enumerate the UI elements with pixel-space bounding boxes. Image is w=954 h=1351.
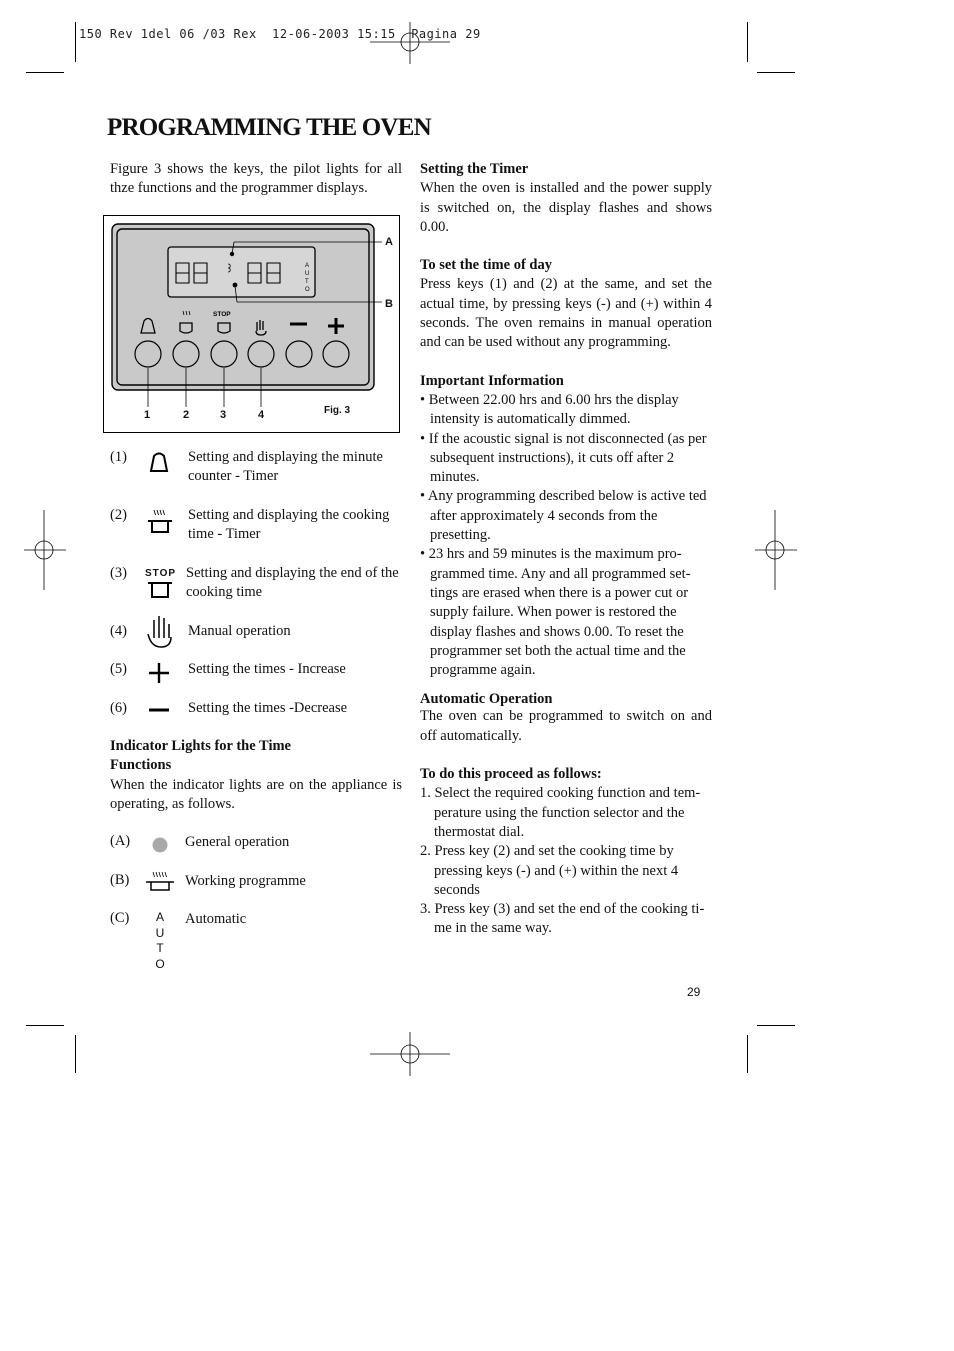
step-item: 3. Press key (3) and set the end of the cooking ti-me in the same way. (420, 901, 705, 937)
indicator-number: (A) (110, 833, 131, 849)
crop-mark (747, 22, 748, 62)
info-bullet: • Between 22.00 hrs and 6.00 hrs the display intensity is automatically dimmed. (420, 391, 679, 428)
figure-3 (103, 215, 400, 433)
key-number-4: 4 (258, 409, 265, 421)
step-item: 1. Select the required cooking function and tem-perature using the function selector and the thermostat dial. (420, 785, 701, 840)
control-panel-diagram (104, 216, 399, 432)
legend-number: (4) (110, 623, 127, 639)
crop-mark (747, 1035, 748, 1073)
svg-text:U: U (305, 271, 310, 277)
step-item: 2. Press key (2) and set the cooking time by pressing keys (-) and (+) within the next 4 seconds (420, 843, 679, 898)
svg-text:STOP: STOP (213, 311, 231, 318)
page-number: 29 (687, 985, 701, 999)
svg-text:T: T (305, 279, 309, 285)
legend-text: Setting and displaying the cooking time - Timer (188, 507, 390, 543)
crop-mark (757, 72, 795, 73)
proceed-heading: To do this proceed as follows: (420, 766, 602, 783)
registration-mark-bottom (370, 1032, 450, 1076)
figure-caption: Fig. 3 (324, 405, 351, 416)
legend-text: Manual operation (188, 623, 291, 639)
stop-pot-icon (145, 580, 175, 602)
indicator-heading-line1: Indicator Lights for the Time (110, 738, 291, 754)
print-header: 150 Rev 1del 06 /03 Rex 12-06-2003 15:15 Pagina 29 (79, 27, 481, 41)
crop-mark (75, 22, 76, 62)
pot-steam-icon (145, 506, 175, 538)
indicator-number: (B) (110, 872, 130, 888)
auto-text: The oven can be programmed to switch on and off automatically. (420, 708, 712, 744)
crop-mark (757, 1025, 795, 1026)
timer-text: When the oven is installed and the power supply is switched on, the display flashes and shows 0.00. (420, 180, 712, 235)
legend-number: (1) (110, 449, 127, 465)
legend-text: Setting and displaying the minute counter - Timer (188, 449, 383, 485)
crop-mark (26, 72, 64, 73)
legend-number: (6) (110, 700, 127, 716)
legend-text: Setting and displaying the end of the cooking time (186, 565, 399, 601)
indicator-number: (C) (110, 910, 130, 926)
intro-paragraph: Figure 3 shows the keys, the pilot lights for all thze functions and the programmer displays. (110, 161, 402, 197)
bell-icon (146, 450, 172, 476)
page-title: PROGRAMMING THE OVEN (107, 114, 431, 141)
plus-icon (148, 662, 170, 684)
indicator-text-label: Working programme (185, 873, 306, 889)
hand-icon (144, 612, 176, 650)
indicator-text-label: Automatic (185, 911, 247, 927)
legend-number: (5) (110, 661, 127, 677)
registration-mark-left (24, 510, 66, 590)
crop-mark (75, 1035, 76, 1073)
key-number-3: 3 (220, 409, 227, 421)
indicator-text-label: General operation (185, 834, 290, 850)
legend-text: Setting the times - Increase (188, 661, 346, 677)
minus-icon (148, 705, 170, 715)
tod-heading: To set the time of day (420, 257, 552, 274)
info-bullet: • Any programming described below is active ted after approximately 4 seconds from the presetting. (420, 488, 707, 544)
registration-mark-right (755, 510, 797, 590)
indicator-heading (110, 737, 291, 776)
dot-icon (151, 836, 169, 854)
info-heading: Important Information (420, 372, 564, 389)
legend-number: (3) (110, 565, 127, 581)
key-number-1: 1 (144, 409, 151, 421)
auto-heading: Automatic Operation (420, 691, 553, 708)
indicator-text: When the indicator lights are on the appliance is operating, as follows. (110, 777, 402, 813)
crop-mark (26, 1025, 64, 1026)
legend-number: (2) (110, 507, 127, 523)
timer-heading: Setting the Timer (420, 161, 529, 177)
figure-label-a: A (385, 236, 393, 248)
pot-steam-icon (144, 870, 176, 894)
stop-label: STOP (145, 568, 177, 579)
figure-label-b: B (385, 298, 393, 310)
tod-text: Press keys (1) and (2) at the same, and set the actual time, by pressing keys (-) and (+) within 4 seconds. The oven remains in manual operation and can be used without any programming. (420, 276, 712, 351)
info-bullet: • 23 hrs and 59 minutes is the maximum pro-grammed time. Any and all programmed set-tings are erased when there is a power cut or supply failure. When power is restored the display flashes and shows 0.00. To reset the programmer set both the actual time and the programme again. (420, 546, 691, 679)
auto-icon: A U T O (155, 910, 165, 971)
svg-text:O: O (305, 287, 310, 293)
right-column (420, 160, 712, 939)
svg-text:A: A (305, 263, 310, 269)
info-bullet: • If the acoustic signal is not disconnected (as per subsequent instructions), it cuts off after 2 minutes. (420, 430, 707, 486)
key-number-2: 2 (183, 409, 190, 421)
legend-text: Setting the times -Decrease (188, 700, 348, 716)
indicator-heading-line2: Functions (110, 757, 172, 774)
